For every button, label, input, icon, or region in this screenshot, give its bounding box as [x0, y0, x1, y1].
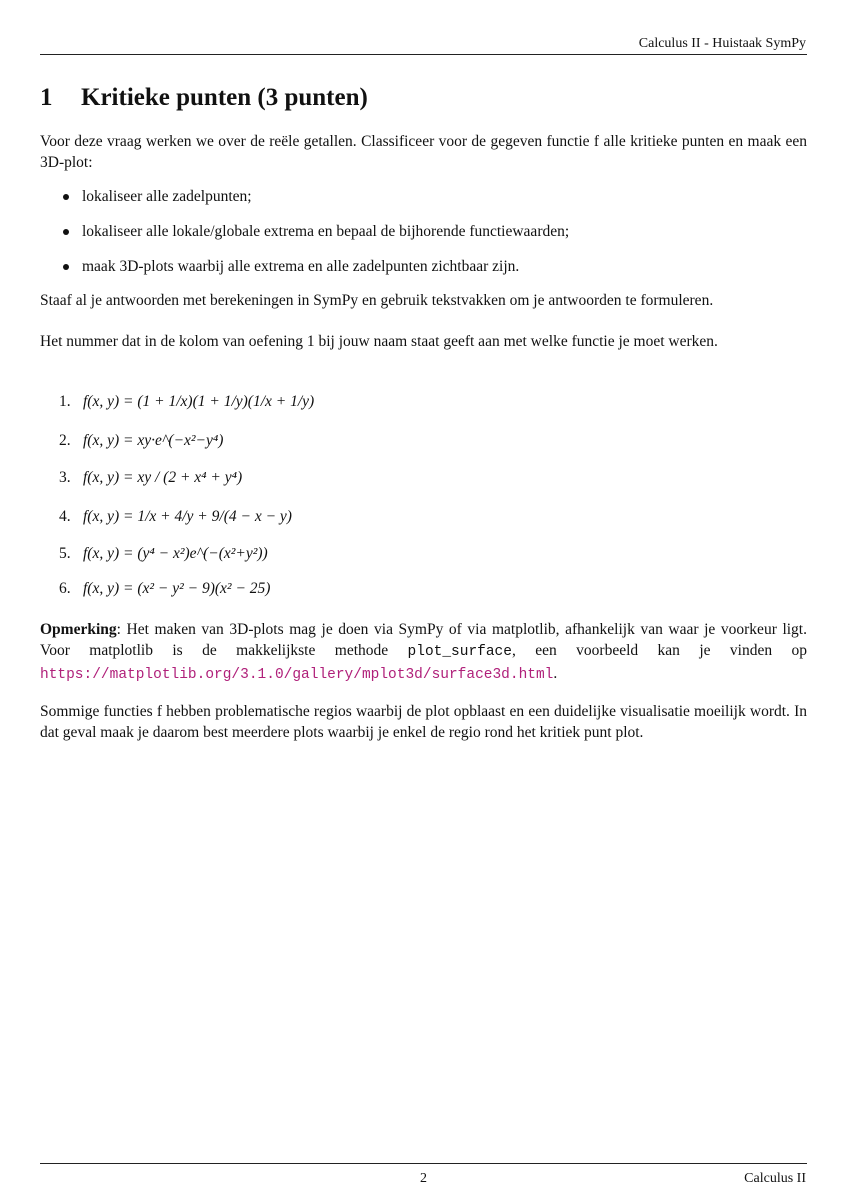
bullet-text: maak 3D-plots waarbij alle extrema en alle zadelpunten zichtbaar zijn.	[82, 258, 520, 275]
function-expression: f(x, y) = xy·e^(−x²−y⁴)	[83, 432, 224, 449]
remark-label: Opmerking	[40, 621, 117, 638]
function-number: 5.	[59, 545, 71, 562]
function-number: 1.	[59, 393, 71, 410]
section-number: 1	[40, 84, 53, 111]
remark-text: : Het maken van 3D-plots mag je doen via SymPy of via matplotlib, afhankelijk van waar je voorkeur ligt. Voor matplotlib is de makkelijkste methode	[40, 621, 807, 659]
bullet-dot-icon	[63, 229, 69, 235]
function-expression: f(x, y) = (1 + 1/x)(1 + 1/y)(1/x + 1/y)	[83, 393, 315, 410]
bullet-text: lokaliseer alle lokale/globale extrema en bepaal de bijhorende functiewaarden;	[82, 223, 570, 240]
function-number: 3.	[59, 469, 71, 486]
remark-text: , een voorbeeld kan je vinden op	[511, 642, 807, 659]
bullet-text: lokaliseer alle zadelpunten;	[82, 188, 252, 205]
function-item	[59, 506, 292, 527]
function-item	[59, 578, 270, 599]
function-item	[59, 543, 268, 564]
function-expression: f(x, y) = (x² − y² − 9)(x² − 25)	[83, 580, 271, 597]
function-expression: f(x, y) = 1/x + 4/y + 9/(4 − x − y)	[83, 508, 292, 525]
bullet-dot-icon	[63, 194, 69, 200]
function-number: 2.	[59, 432, 71, 449]
function-expression: f(x, y) = (y⁴ − x²)e^(−(x²+y²))	[83, 545, 268, 562]
function-number: 6.	[59, 580, 71, 597]
function-item	[59, 391, 314, 412]
remark-paragraph	[40, 619, 807, 686]
section-heading	[40, 84, 368, 112]
page-number: 2	[420, 1171, 427, 1186]
header-rule	[40, 54, 807, 55]
function-item	[59, 467, 242, 488]
intro-paragraph: Voor deze vraag werken we over de reële getallen. Classificeer voor de gegeven functie f alle kritieke punten en maak een 3D-plot:	[40, 133, 807, 171]
sommige-paragraph: Sommige functies f hebben problematische regios waarbij de plot opblaast en een duidelijke visualisatie moeilijk wordt. In dat geval maak je daarom best meerdere plots waarbij je enkel de regio rond het kritiek punt plot.	[40, 703, 807, 741]
footer-rule	[40, 1163, 807, 1164]
nummer-paragraph: Het nummer dat in de kolom van oefening 1 bij jouw naam staat geeft aan met welke functie je moet werken.	[40, 333, 718, 350]
running-footer: Calculus II	[744, 1171, 806, 1186]
bullet-dot-icon	[63, 264, 69, 270]
function-number: 4.	[59, 508, 71, 525]
matplotlib-link[interactable]: https://matplotlib.org/3.1.0/gallery/mplot3d/surface3d.html	[40, 667, 554, 683]
staaf-paragraph: Staaf al je antwoorden met berekeningen in SymPy en gebruik tekstvakken om je antwoorden te formuleren.	[40, 292, 714, 309]
remark-text: .	[553, 665, 558, 682]
code-plot-surface: plot_surface	[407, 644, 512, 660]
function-item	[59, 430, 223, 451]
section-title: Kritieke punten (3 punten)	[81, 84, 368, 111]
running-header: Calculus II - Huistaak SymPy	[638, 36, 806, 51]
function-expression: f(x, y) = xy / (2 + x⁴ + y⁴)	[83, 469, 243, 486]
